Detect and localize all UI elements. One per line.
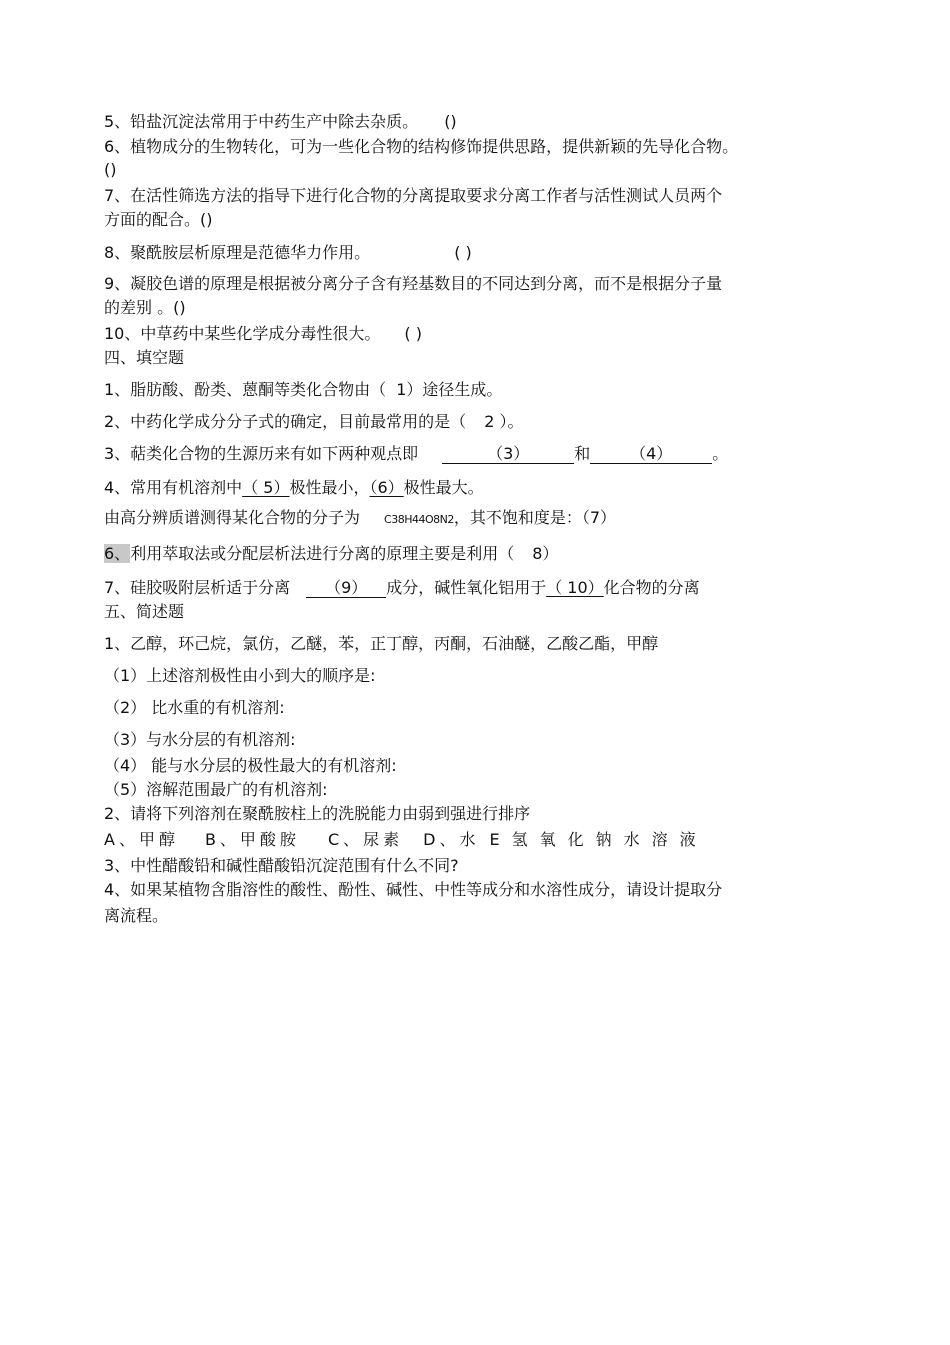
fill-item-2: 2、中药化学成分分子式的确定，目前最常用的是（ 2 ）。 — [104, 412, 524, 431]
section-heading-fill: 四、填空题 — [104, 348, 185, 367]
highlighted-number: 6、 — [104, 544, 131, 563]
fill-item-4: 4、常用有机溶剂中（ 5）极性最小，（6）极性最大。 — [104, 478, 484, 497]
short-item-1-sub-4: （4） 能与水分层的极性最大的有机溶剂: — [104, 756, 397, 775]
molecular-formula: C38H44O8N2 — [384, 513, 454, 526]
tf-item-10: 10、中草药中某些化学成分毒性很大。 ( ) — [104, 324, 422, 343]
tf-item-9: 9、凝胶色谱的原理是根据被分离分子含有羟基数目的不同达到分离，而不是根据分子量 — [104, 274, 723, 293]
short-item-4: 4、如果某植物含脂溶性的酸性、酚性、碱性、中性等成分和水溶性成分，请设计提取分 — [104, 880, 723, 899]
tf-item-6: 6、植物成分的生物转化，可为一些化合物的结构修饰提供思路，提供新颖的先导化合物。 — [104, 137, 739, 156]
tf-item-9-cont: 的差别 。() — [104, 298, 186, 317]
blank-10: （ 10） — [546, 578, 604, 597]
fill-item-6: 6、利用萃取法或分配层析法进行分离的原理主要是利用（ 8） — [104, 544, 559, 563]
short-item-1-sub-3: （3）与水分层的有机溶剂: — [104, 730, 296, 749]
short-item-1-sub-2: （2） 比水重的有机溶剂: — [104, 698, 285, 717]
fill-item-1: 1、脂肪酸、酚类、蒽酮等类化合物由（ 1）途径生成。 — [104, 380, 503, 399]
short-item-1-sub-1: （1）上述溶剂极性由小到大的顺序是: — [104, 666, 376, 685]
short-item-1-sub-5: （5）溶解范围最广的有机溶剂: — [104, 780, 328, 799]
short-item-2: 2、请将下列溶剂在聚酰胺柱上的洗脱能力由弱到强进行排序 — [104, 804, 531, 823]
tf-item-7-cont: 方面的配合。() — [104, 210, 213, 229]
blank-4: （4） — [590, 445, 712, 464]
blank-3: （3） — [442, 445, 574, 464]
tf-item-8: 8、聚酰胺层析原理是范德华力作用。 ( ) — [104, 243, 472, 262]
short-item-3: 3、中性醋酸铅和碱性醋酸铅沉淀范围有什么不同? — [104, 856, 459, 875]
short-item-4-cont: 离流程。 — [104, 906, 169, 925]
blank-6: （6） — [369, 478, 404, 497]
blank-9: （9） — [306, 579, 386, 598]
short-item-1: 1、乙醇，环己烷，氯仿，乙醚，苯，正丁醇，丙酮，石油醚，乙酸乙酯，甲醇 — [104, 634, 659, 653]
fill-item-formula: 由高分辨质谱测得某化合物的分子为 C38H44O8N2，其不饱和度是：（7） — [104, 508, 617, 527]
blank-5: （ 5） — [242, 478, 290, 497]
short-item-2-options: A、甲醇 B、甲酸胺 C、尿素 D、水 E氢氧化钠水溶液 — [104, 830, 708, 849]
tf-item-6-cont: () — [104, 160, 117, 179]
fill-item-7: 7、硅胶吸附层析适于分离 （9） 成分，碱性氧化铝用于（ 10）化合物的分离 — [104, 578, 700, 597]
tf-item-7: 7、在活性筛选方法的指导下进行化合物的分离提取要求分离工作者与活性测试人员两个 — [104, 186, 723, 205]
fill-item-3: 3、萜类化合物的生源历来有如下两种观点即 （3） 和 （4） 。 — [104, 444, 729, 463]
tf-item-5: 5、铅盐沉淀法常用于中药生产中除去杂质。 () — [104, 112, 457, 131]
section-heading-short-answer: 五、简述题 — [104, 602, 185, 621]
